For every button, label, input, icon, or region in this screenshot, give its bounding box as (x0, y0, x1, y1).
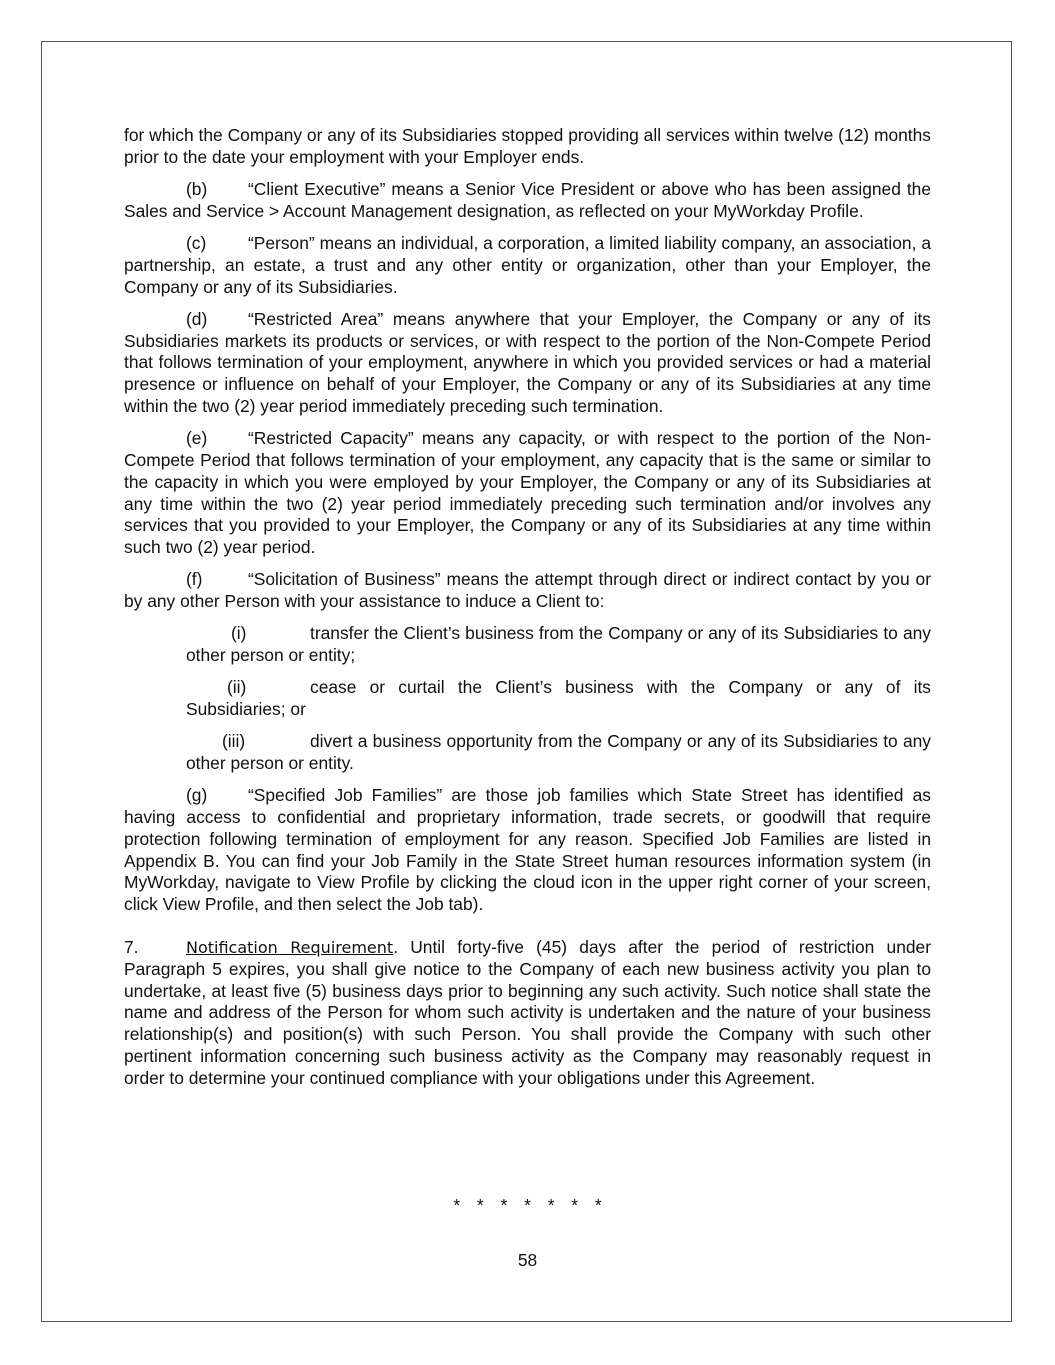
definition-g (124, 785, 931, 916)
definition-text: “Specified Job Families” are those job families which State Street has identified as having access to confidential and proprietary information, trade secrets, or goodwill that require protection following termination of employment for any reason. Specified Job Families are listed in Appendix B. You can find your Job Family in the State Street human resources information system (in MyWorkday, navigate to View Profile by clicking the cloud icon in the upper right corner of your screen, click View Profile, and then select the Job tab). (124, 785, 931, 915)
definition-e (124, 428, 931, 559)
sub-item-label: (i) (231, 623, 247, 644)
definition-label: (c) (186, 232, 207, 253)
section-text: . Until forty-five (45) days after the period of restriction under Paragraph 5 expires, you shall give notice to the Company of each new business activity you plan to undertake, at least five (5) business days prior to beginning any such activity. Such notice shall state the name and address of the Person for whom such activity is undertaken and the nature of your business relationship(s) and position(s) with such Person. You shall provide the Company with such other pertinent information concerning such business activity as the Company may reasonably request in order to determine your continued compliance with your obligations under this Agreement. (124, 937, 932, 1088)
sub-item-iii (186, 731, 931, 775)
sub-item-label: (ii) (227, 677, 247, 698)
definition-label: (e) (186, 428, 208, 449)
definition-c (124, 233, 931, 298)
definition-b (124, 179, 931, 223)
page-number: 58 (517, 1250, 538, 1270)
definition-text: “Solicitation of Business” means the attempt through direct or indirect contact by you or by any other Person with your assistance to induce a Client to: (124, 569, 931, 612)
definition-text: “Restricted Capacity” means any capacity, or with respect to the portion of the Non-Compete Period that follows termination of your employment, any capacity that is the same or similar to the capacity in which you were employed by your Employer, the Company or any of its Subsidiaries at any time within the two (2) year period immediately preceding such termination and/or involves any services that you provided to your Employer, the Company or any of its Subsidiaries at any time within such two (2) year period. (124, 428, 931, 558)
definition-text: “Restricted Area” means anywhere that your Employer, the Company or any of its Subsidiaries markets its products or services, or with respect to the portion of the Non-Compete Period that follows termination of your employment, anywhere in which you provided services or had a material presence or influence on behalf of your Employer, the Company or any of its Subsidiaries at any time within the two (2) year period immediately preceding such termination. (124, 308, 931, 416)
section-number: 7. (124, 937, 139, 958)
intro-paragraph: for which the Company or any of its Subsidiaries stopped providing all services within twelve (12) months prior to the date your employment with your Employer ends. (124, 125, 931, 167)
separator-stars: * * * * * * * (453, 1195, 602, 1215)
section-heading: Notification Requirement (186, 938, 394, 958)
definition-d (124, 309, 931, 418)
definition-label: (d) (186, 308, 208, 329)
sub-item-text: cease or curtail the Client’s business with the Company or any of its Subsidiaries; or (186, 677, 931, 720)
definition-label: (g) (186, 785, 208, 806)
sub-item-text: transfer the Client’s business from the Company or any of its Subsidiaries to any other person or entity; (186, 623, 931, 666)
sub-item-ii (186, 677, 931, 721)
definition-f (124, 569, 931, 613)
definition-text: “Client Executive” means a Senior Vice President or above who has been assigned the Sales and Service > Account Management designation, as reflected on your MyWorkday Profile. (124, 178, 931, 221)
definition-text: “Person” means an individual, a corporation, a limited liability company, an association, a partnership, an estate, a trust and any other entity or organization, other than your Employer, the Company or any of its Subsidiaries. (124, 232, 931, 297)
document-body (124, 125, 931, 1100)
section-7 (124, 937, 931, 1090)
definition-label: (b) (186, 178, 208, 199)
sub-item-label: (iii) (222, 731, 246, 752)
definition-label: (f) (186, 569, 203, 590)
sub-item-text: divert a business opportunity from the Company or any of its Subsidiaries to any other person or entity. (186, 731, 931, 774)
sub-item-i (186, 623, 931, 667)
